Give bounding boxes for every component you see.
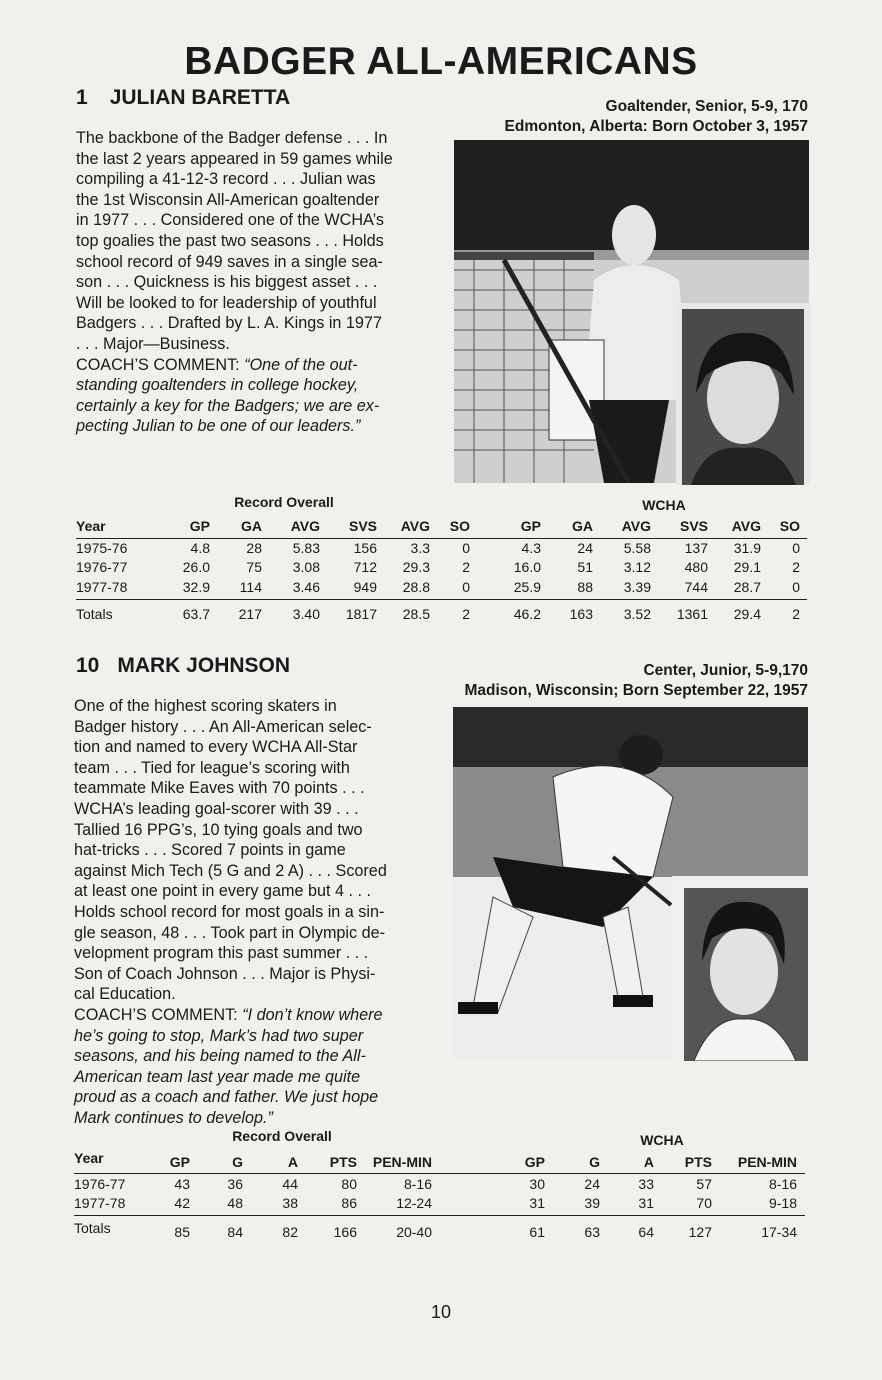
bio-line: . . . Major—Business. (76, 334, 230, 353)
bio-line: in 1977 . . . Considered one of the WCHA’s (76, 211, 385, 230)
player1-info (505, 97, 808, 137)
column-header: AVG (290, 518, 320, 534)
bio-line: Holds school record for most goals in a sin- (74, 902, 385, 921)
column-header: AVG (621, 518, 651, 534)
table-cell: 25.9 (513, 579, 541, 595)
bio-line: Son of Coach Johnson . . . Major is Physi- (74, 964, 376, 983)
table-rule (76, 599, 807, 600)
row-year: 1977-78 (74, 1195, 126, 1211)
column-header: SO (449, 518, 470, 534)
table-cell: 114 (239, 579, 262, 595)
column-header: PEN-MIN (372, 1154, 432, 1170)
coach-comment-line: standing goaltenders in college hockey, (76, 376, 359, 395)
player2-info (464, 661, 808, 701)
table-cell: 9-18 (768, 1195, 797, 1211)
table-cell: 38 (282, 1195, 298, 1211)
row-year: 1976-77 (74, 1176, 126, 1192)
totals-cell: 61 (529, 1224, 545, 1240)
bio-line: the 1st Wisconsin All-American goaltender (76, 190, 380, 209)
totals-cell: 217 (238, 606, 262, 622)
bio-line: top goalies the past two seasons . . . Holds (76, 231, 384, 250)
table-cell: 26.0 (182, 559, 210, 575)
column-header: G (232, 1154, 243, 1170)
totals-cell: 2 (462, 606, 470, 622)
totals-cell: 17-34 (761, 1224, 797, 1240)
table-cell: 8-16 (403, 1176, 432, 1192)
totals-cell: 163 (569, 606, 593, 622)
coach-comment-line: he’s going to stop, Mark’s had two super (74, 1026, 364, 1045)
table-cell: 5.58 (623, 540, 651, 556)
table-cell: 744 (684, 579, 708, 595)
coach-comment-line: “One of the out- (244, 355, 358, 374)
column-header: G (589, 1154, 600, 1170)
player2-headshot-photo (672, 876, 810, 1061)
table-cell: 5.83 (292, 540, 320, 556)
table-cell: 8-16 (768, 1176, 797, 1192)
table-rule (74, 1215, 805, 1216)
column-header-year: Year (74, 1150, 104, 1166)
column-header: GP (524, 1154, 545, 1170)
totals-cell: 2 (792, 606, 800, 622)
bio-line: teammate Mike Eaves with 70 points . . . (74, 779, 365, 798)
table-cell: 44 (282, 1176, 298, 1192)
coach-comment-line: pecting Julian to be one of our leaders.” (76, 417, 361, 436)
player1-number: 1 (76, 86, 88, 109)
column-header: GP (520, 518, 541, 534)
table-cell: 480 (684, 559, 708, 575)
totals-cell: 1817 (345, 606, 377, 622)
coach-comment-label: COACH’S COMMENT: (74, 1005, 243, 1024)
bio-line: school record of 949 saves in a single sea- (76, 252, 383, 271)
row-year: 1976-77 (76, 559, 128, 575)
table-cell: 31 (638, 1195, 654, 1211)
row-year: 1977-78 (76, 579, 128, 595)
column-header: SVS (348, 518, 377, 534)
bio-line: cal Education. (74, 985, 176, 1004)
column-header: SVS (679, 518, 708, 534)
bio-line: WCHA’s leading goal-scorer with 39 . . . (74, 799, 359, 818)
table-cell: 3.39 (623, 579, 651, 595)
player2-hometown: Madison, Wisconsin; Born September 22, 1957 (464, 682, 808, 699)
table-cell: 28.8 (402, 579, 430, 595)
table-cell: 3.12 (623, 559, 651, 575)
table-cell: 43 (174, 1176, 190, 1192)
column-header: PEN-MIN (737, 1154, 797, 1170)
bio-line: son . . . Quickness is his biggest asset . . . (76, 273, 378, 292)
totals-cell: 46.2 (513, 606, 541, 622)
player2-number: 10 (76, 654, 100, 677)
table-cell: 3.3 (410, 540, 430, 556)
bio-line: Badger history . . . An All-American selec- (74, 717, 372, 736)
row-year: 1975-76 (76, 540, 128, 556)
bio-line: tion and named to every WCHA All-Star (74, 738, 358, 757)
table-cell: 30 (529, 1176, 545, 1192)
column-header-year: Year (76, 518, 106, 534)
column-header: A (287, 1154, 298, 1170)
table-cell: 137 (684, 540, 708, 556)
table-cell: 0 (462, 579, 470, 595)
totals-cell: 28.5 (402, 606, 430, 622)
bio-line: Will be looked to for leadership of youthful (76, 293, 377, 312)
totals-cell: 20-40 (396, 1224, 432, 1240)
group-header-overall: Record Overall (234, 494, 334, 510)
table-rule (74, 1173, 805, 1174)
totals-cell: 1361 (676, 606, 708, 622)
page-title: BADGER ALL-AMERICANS (184, 40, 698, 83)
player1-bio (76, 128, 428, 437)
table-cell: 28 (246, 540, 262, 556)
table-cell: 2 (792, 559, 800, 575)
table-rule (76, 538, 807, 539)
totals-cell: 3.40 (292, 606, 320, 622)
table-cell: 3.08 (292, 559, 320, 575)
table-cell: 80 (341, 1176, 357, 1192)
totals-cell: 84 (227, 1224, 243, 1240)
totals-cell: 63.7 (182, 606, 210, 622)
table-cell: 29.1 (733, 559, 761, 575)
table-cell: 57 (696, 1176, 712, 1192)
group-header-overall: Record Overall (232, 1128, 332, 1144)
column-header: GA (572, 518, 593, 534)
player2-bio-text (74, 696, 426, 1128)
table-cell: 2 (462, 559, 470, 575)
player1-heading (76, 86, 290, 110)
column-header: GP (169, 1154, 190, 1170)
player2-bio (74, 696, 426, 1128)
table-cell: 156 (353, 540, 377, 556)
bio-line: against Mich Tech (5 G and 2 A) . . . Scored (74, 861, 387, 880)
table-cell: 75 (246, 559, 262, 575)
table-cell: 86 (341, 1195, 357, 1211)
totals-cell: 85 (174, 1224, 190, 1240)
table-cell: 0 (792, 540, 800, 556)
bio-line: team . . . Tied for league’s scoring with (74, 758, 350, 777)
table-cell: 29.3 (402, 559, 430, 575)
table-cell: 4.3 (521, 540, 541, 556)
coach-comment-line: certainly a key for the Badgers; we are ex- (76, 396, 380, 415)
player2-heading (76, 654, 290, 678)
bio-line: hat-tricks . . . Scored 7 points in game (74, 841, 346, 860)
totals-cell: 166 (333, 1224, 357, 1240)
table-cell: 28.7 (733, 579, 761, 595)
player1-name: JULIAN BARETTA (109, 86, 291, 109)
column-header: PTS (684, 1154, 712, 1170)
column-header: PTS (329, 1154, 357, 1170)
totals-cell: 29.4 (733, 606, 761, 622)
player2-name: MARK JOHNSON (117, 654, 291, 677)
bio-line: Badgers . . . Drafted by L. A. Kings in 1977 (76, 314, 382, 333)
table-cell: 51 (577, 559, 593, 575)
column-header: SO (779, 518, 800, 534)
table-cell: 70 (696, 1195, 712, 1211)
totals-label: Totals (74, 1220, 111, 1236)
table-cell: 39 (584, 1195, 600, 1211)
coach-comment-line: American team last year made me quite (74, 1067, 361, 1086)
column-header: AVG (400, 518, 430, 534)
totals-cell: 82 (282, 1224, 298, 1240)
group-header-wcha: WCHA (642, 497, 686, 513)
column-header: A (643, 1154, 654, 1170)
table-cell: 36 (227, 1176, 243, 1192)
player2-position: Center, Junior, 5-9,170 (643, 662, 808, 679)
table-cell: 712 (353, 559, 377, 575)
coach-comment-label: COACH’S COMMENT: (76, 355, 245, 374)
table-cell: 12-24 (396, 1195, 432, 1211)
coach-comment-line: “I don’t know where (242, 1005, 383, 1024)
coach-comment-line: seasons, and his being named to the All- (74, 1047, 366, 1066)
bio-line: The backbone of the Badger defense . . . In (76, 129, 388, 147)
bio-line: gle season, 48 . . . Took part in Olympic de- (74, 923, 386, 942)
table-cell: 42 (174, 1195, 190, 1211)
player1-bio-text (76, 128, 428, 437)
column-header: AVG (731, 518, 761, 534)
bio-line: at least one point in every game but 4 . . . (74, 882, 371, 901)
totals-label: Totals (76, 606, 113, 622)
player1-position: Goaltender, Senior, 5-9, 170 (605, 98, 808, 115)
bio-line: velopment program this past summer . . . (74, 944, 369, 963)
player1-headshot-photo (676, 303, 810, 485)
column-header: GP (189, 518, 210, 534)
table-cell: 4.8 (190, 540, 210, 556)
table-cell: 31.9 (733, 540, 761, 556)
coach-comment-line: proud as a coach and father. We just hope (74, 1088, 379, 1107)
bio-line: One of the highest scoring skaters in (74, 697, 337, 715)
table-cell: 48 (227, 1195, 243, 1211)
table-cell: 0 (792, 579, 800, 595)
bio-line: the last 2 years appeared in 59 games while (76, 149, 393, 168)
column-header: GA (241, 518, 262, 534)
totals-cell: 64 (638, 1224, 654, 1240)
table-cell: 16.0 (513, 559, 541, 575)
table-cell: 31 (529, 1195, 545, 1211)
table-cell: 949 (353, 579, 377, 595)
group-header-wcha: WCHA (640, 1132, 684, 1148)
table-cell: 88 (577, 579, 593, 595)
table-cell: 32.9 (182, 579, 210, 595)
table-cell: 24 (584, 1176, 600, 1192)
table-cell: 3.46 (292, 579, 320, 595)
player1-hometown: Edmonton, Alberta: Born October 3, 1957 (504, 118, 808, 135)
totals-cell: 3.52 (623, 606, 651, 622)
totals-cell: 63 (584, 1224, 600, 1240)
coach-comment-line: Mark continues to develop.” (74, 1108, 273, 1127)
bio-line: Tallied 16 PPG’s, 10 tying goals and two (74, 820, 363, 839)
bio-line: compiling a 41-12-3 record . . . Julian was (76, 170, 376, 189)
page-number: 10 (430, 1302, 452, 1322)
table-cell: 0 (462, 540, 470, 556)
table-cell: 24 (577, 540, 593, 556)
totals-cell: 127 (688, 1224, 712, 1240)
table-cell: 33 (638, 1176, 654, 1192)
